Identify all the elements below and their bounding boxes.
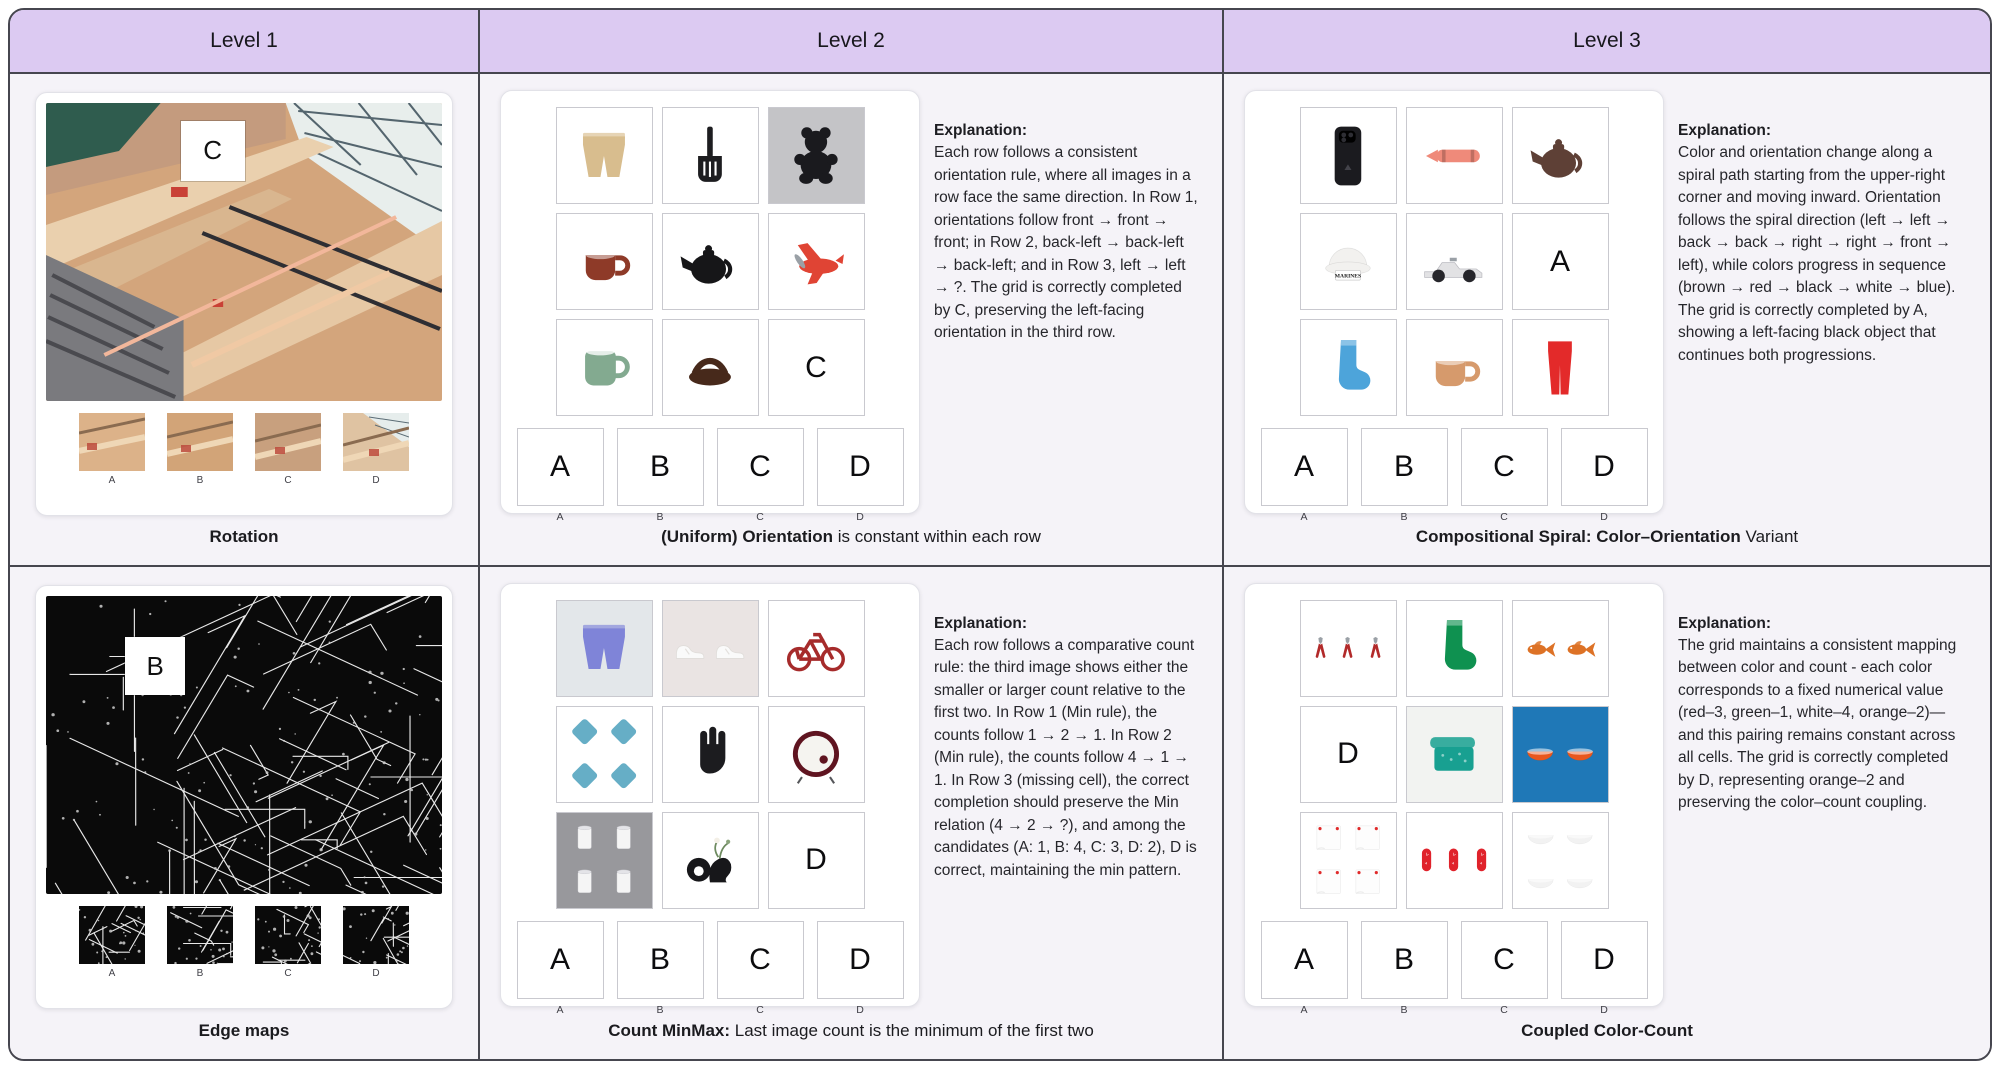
edge-option-thumbnail	[167, 906, 233, 964]
grid-item-red-clock-boards	[1406, 812, 1503, 909]
white-sticky-notes-icon	[1348, 862, 1387, 901]
grid-item-teal-box	[1406, 706, 1503, 803]
red-bass-drum-icon	[781, 719, 851, 789]
white-bowls-icon	[1521, 818, 1560, 857]
option-label: A	[1300, 511, 1308, 523]
white-sticky-notes-icon	[1309, 862, 1348, 901]
salmon-crayon-icon	[1419, 121, 1489, 191]
white-bowls-icon	[1560, 862, 1599, 901]
answer-option-B	[167, 413, 233, 486]
grid-item-black-glove	[662, 706, 759, 803]
coupled-card	[1244, 583, 1664, 1016]
green-mug-icon	[569, 333, 639, 403]
missing-cell-letter: C	[1493, 942, 1515, 976]
red-clock-boards-icon	[1413, 831, 1440, 889]
dark-red-cup-icon	[569, 227, 639, 297]
red-toy-plane-icon	[781, 227, 851, 297]
grid-item-red-bass-drum	[768, 706, 865, 803]
edge-map-rendering	[46, 596, 442, 894]
option-label: C	[284, 967, 292, 979]
spiral-explanation	[1678, 90, 1978, 367]
rotation-option-thumbnail	[167, 413, 233, 471]
missing-cell	[817, 921, 904, 999]
grid-item-brown-clay-teapot	[1512, 107, 1609, 204]
answer-option-D	[1561, 428, 1648, 523]
answer-option-D	[817, 921, 904, 1016]
answer-option-B	[617, 428, 704, 523]
caption-spiral-rest: Variant	[1740, 526, 1799, 546]
missing-cell-letter: D	[1593, 942, 1615, 976]
answer-option-B	[1361, 921, 1448, 1016]
grid-item-black-vase-with-flowers	[662, 812, 759, 909]
rotation-option-thumbnail	[255, 413, 321, 471]
caption-orientation-rest: is constant within each row	[833, 526, 1041, 546]
answer-option-B	[617, 921, 704, 1016]
missing-cell-letter: A	[549, 942, 570, 976]
option-label: D	[372, 967, 380, 979]
grid-item-red-pliers	[1300, 600, 1397, 697]
explanation-text: Each row follows a comparative count rule: the third image shows either the smaller or larger count relative to the first two. In Row 1 (Min rule), the counts follow 1 → 2 → 1. In Row 2 (Min rule), the counts follow 4 → 1 → 1. In Row 3 (missing cell), the correct completion should preserve the Min relation (4 → 2 → ?), and among the candidates (A: 1, B: 4, C: 3, D: 2), D is correct, maintaining the min pattern.	[934, 636, 1197, 879]
missing-cell-letter: B	[649, 942, 670, 976]
grid-item-red-pants	[1512, 319, 1609, 416]
answer-option-C	[255, 413, 321, 486]
explanation-text: Each row follows a consistent orientation rule, where all images in a row face the same direction. In Row 1, orientations follow front → front → front; in Row 2, back-left → back-left → back-left; and in Row 3, left → left → ?. The grid is correctly completed by C, preserving the left-facing orientation in the third row.	[934, 144, 1198, 342]
missing-cell	[1461, 428, 1548, 506]
caption-minmax-bold: Count MinMax:	[608, 1021, 731, 1040]
answer-option-A	[79, 413, 145, 486]
option-label: B	[196, 967, 204, 979]
grid-item-salmon-crayon	[1406, 107, 1503, 204]
answer-option-A	[517, 921, 604, 1016]
rotation-option-thumbnail	[343, 413, 409, 471]
missing-cell-letter: A	[549, 450, 570, 483]
grid-item-purple-shorts	[556, 600, 653, 697]
white-baby-shoes-icon	[710, 620, 750, 676]
header-level-3: Level 3	[1224, 10, 1990, 74]
missing-cell-letter: B	[1393, 942, 1414, 976]
answer-option-C	[717, 428, 804, 523]
white-cans-icon	[604, 862, 643, 901]
coupled-explanation	[1678, 583, 1978, 815]
missing-cell-letter: C	[749, 942, 771, 976]
teal-box-icon	[1419, 719, 1489, 789]
white-race-car-icon	[1419, 227, 1489, 297]
rotation-card	[35, 92, 453, 516]
white-cans-icon	[565, 818, 604, 857]
caption-rotation-bold: Rotation	[209, 526, 279, 546]
minmax-card	[500, 583, 920, 1016]
grid-item-black-phone-case	[1300, 107, 1397, 204]
orientation-explanation	[934, 90, 1210, 345]
edge-masked-patch	[125, 637, 185, 695]
white-bowls-icon	[1521, 862, 1560, 901]
panel-edge-maps	[10, 567, 480, 1060]
answer-option-C	[255, 906, 321, 979]
grid-item-tan-cup	[1406, 319, 1503, 416]
answer-option-D	[343, 906, 409, 979]
grid-item-brown-sandal	[662, 319, 759, 416]
answer-option-B	[167, 906, 233, 979]
grid-item-red-toy-plane	[768, 213, 865, 310]
grid-item-white-sticky-notes	[1300, 812, 1397, 909]
caption-edge	[10, 1021, 478, 1041]
edge-option-thumbnail	[343, 906, 409, 964]
missing-cell	[1561, 428, 1648, 506]
missing-cell	[1512, 213, 1609, 310]
minmax-explanation	[934, 583, 1210, 883]
caption-edge-bold: Edge maps	[198, 1021, 290, 1040]
white-bowls-icon	[1560, 818, 1599, 857]
missing-cell	[768, 812, 865, 909]
grid-item-blue-sock	[1300, 319, 1397, 416]
blue-pillows-icon	[565, 756, 604, 795]
option-label: C	[1500, 511, 1508, 523]
white-cans-icon	[604, 818, 643, 857]
option-label: B	[1400, 511, 1408, 523]
red-pliers-icon	[1307, 619, 1334, 677]
missing-cell-letter: C	[805, 350, 827, 384]
explanation-title: Explanation:	[934, 614, 1028, 632]
missing-cell-letter: D	[1593, 450, 1615, 483]
missing-cell	[1461, 921, 1548, 999]
answer-option-D	[817, 428, 904, 523]
missing-cell-letter: B	[1393, 450, 1414, 483]
edge-patch-letter: B	[146, 650, 164, 681]
missing-cell	[717, 428, 804, 506]
rotation-masked-patch	[181, 121, 245, 181]
blue-sock-icon	[1313, 333, 1383, 403]
answer-option-C	[717, 921, 804, 1016]
grid-item-blue-pillows	[556, 706, 653, 803]
option-label: D	[1600, 1003, 1608, 1016]
explanation-title: Explanation:	[1678, 122, 1772, 139]
orange-goldfish-icon	[1520, 620, 1560, 676]
panel-orientation	[480, 74, 1224, 567]
missing-cell	[617, 428, 704, 506]
panel-count-minmax	[480, 567, 1224, 1060]
missing-cell-letter: A	[1293, 450, 1314, 483]
rotation-option-thumbnail	[79, 413, 145, 471]
green-sock-icon	[1419, 613, 1489, 683]
panel-spiral	[1224, 74, 1990, 567]
panel-coupled-color-count	[1224, 567, 1990, 1060]
spiral-card	[1244, 90, 1664, 523]
missing-cell-letter: D	[805, 843, 827, 876]
missing-cell	[1300, 706, 1397, 803]
grid-item-white-cans	[556, 812, 653, 909]
purple-shorts-icon	[569, 613, 639, 683]
grid-item-green-mug	[556, 319, 653, 416]
answer-option-A	[79, 906, 145, 979]
grid-item-orange-goldfish	[1512, 600, 1609, 697]
missing-cell-letter: A	[1293, 942, 1314, 976]
option-label: D	[372, 475, 380, 486]
brown-sandal-icon	[675, 333, 745, 403]
missing-cell	[717, 921, 804, 999]
white-marines-cap-icon	[1313, 227, 1383, 297]
caption-coupled-bold: Coupled Color-Count	[1521, 1021, 1693, 1040]
blue-pillows-icon	[604, 712, 643, 751]
option-label: C	[756, 511, 764, 523]
grid-item-black-teddy-bear	[768, 107, 865, 204]
answer-option-C	[1461, 921, 1548, 1016]
missing-cell	[1361, 428, 1448, 506]
explanation-text: Color and orientation change along a spiral path starting from the upper-right corner and moving inward. Orientation follows the spiral direction (left → left → back → back → right → right → front → left), while colors progress in sequence (brown → red → black → white → blue). The grid is correctly completed by A, showing a left-facing black object that continues both progressions.	[1678, 144, 1956, 364]
option-label: B	[196, 475, 204, 486]
option-label: D	[856, 511, 864, 523]
caption-minmax	[480, 1021, 1222, 1041]
white-sticky-notes-icon	[1309, 818, 1348, 857]
orange-bowls-icon	[1560, 726, 1600, 782]
missing-cell	[1561, 921, 1648, 999]
panel-rotation	[10, 74, 480, 567]
caption-rotation	[10, 527, 478, 547]
missing-cell	[768, 319, 865, 416]
option-label: C	[284, 475, 292, 486]
missing-cell-letter: C	[1493, 450, 1515, 483]
missing-cell	[1261, 428, 1348, 506]
option-label: B	[656, 511, 664, 523]
header-level-2: Level 2	[480, 10, 1224, 74]
answer-option-A	[1261, 921, 1348, 1016]
edge-option-thumbnail	[255, 906, 321, 964]
grid-item-black-teapot	[662, 213, 759, 310]
missing-cell-letter: D	[1337, 737, 1359, 770]
answer-option-A	[1261, 428, 1348, 523]
black-teddy-bear-icon	[781, 121, 851, 191]
grid-item-white-bowls	[1512, 812, 1609, 909]
option-label: A	[556, 1003, 564, 1016]
blue-pillows-icon	[604, 756, 643, 795]
explanation-title: Explanation:	[934, 122, 1028, 139]
red-clock-boards-icon	[1468, 831, 1495, 889]
grid-item-red-mountain-bike	[768, 600, 865, 697]
grid-item-green-sock	[1406, 600, 1503, 697]
explanation-text: The grid maintains a consistent mapping between color and count - each color corresponds to a fixed numerical value (red–3, green–1, white–4, orange–2)—and this pairing remains constant across all cells. The grid is correctly completed by D, representing orange–2 and preserving the color–count coupling.	[1678, 636, 1957, 812]
edge-card	[35, 585, 453, 1009]
caption-minmax-rest: Last image count is the minimum of the first two	[730, 1021, 1094, 1040]
black-phone-case-icon	[1313, 121, 1383, 191]
missing-cell-letter: A	[1549, 244, 1570, 278]
option-label: D	[1600, 511, 1608, 523]
benchmark-levels-figure	[8, 8, 1992, 1061]
white-baby-shoes-icon	[670, 620, 710, 676]
blue-pillows-icon	[565, 712, 604, 751]
answer-option-D	[1561, 921, 1648, 1016]
option-label: A	[108, 475, 116, 486]
red-pants-icon	[1525, 333, 1595, 403]
red-pliers-icon	[1334, 619, 1361, 677]
missing-cell-letter: C	[749, 450, 771, 483]
orange-bowls-icon	[1520, 726, 1560, 782]
red-mountain-bike-icon	[781, 613, 851, 683]
missing-cell	[1261, 921, 1348, 999]
answer-option-A	[517, 428, 604, 523]
orientation-grid	[509, 107, 911, 416]
answer-option-C	[1461, 428, 1548, 523]
orange-goldfish-icon	[1560, 620, 1600, 676]
rotation-question-image	[46, 103, 442, 401]
rotation-answer-options	[46, 413, 442, 486]
option-label: B	[656, 1003, 664, 1016]
option-label: C	[756, 1003, 764, 1016]
missing-cell-letter: D	[849, 450, 871, 483]
missing-cell-letter: B	[649, 450, 670, 483]
caption-orientation-bold: (Uniform) Orientation	[661, 526, 833, 546]
spiral-answer-options	[1253, 428, 1655, 523]
caption-orientation	[480, 527, 1222, 547]
caption-spiral-bold: Compositional Spiral: Color–Orientation	[1415, 526, 1741, 546]
brown-clay-teapot-icon	[1525, 121, 1595, 191]
tan-cup-icon	[1419, 333, 1489, 403]
coupled-answer-options	[1253, 921, 1655, 1016]
answer-option-B	[1361, 428, 1448, 523]
option-label: D	[856, 1003, 864, 1016]
answer-option-D	[343, 413, 409, 486]
caption-coupled	[1224, 1021, 1990, 1041]
red-pliers-icon	[1362, 619, 1389, 677]
svg-text:MARINES: MARINES	[1334, 272, 1362, 279]
option-label: C	[1500, 1003, 1508, 1016]
grid-item-black-spatula	[662, 107, 759, 204]
option-label: A	[108, 967, 116, 979]
black-glove-icon	[675, 719, 745, 789]
rotation-patch-letter: C	[203, 135, 223, 166]
option-label: A	[1300, 1003, 1308, 1016]
khaki-shorts-icon	[569, 121, 639, 191]
caption-spiral	[1224, 527, 1990, 547]
spiral-grid	[1253, 107, 1655, 416]
orientation-card	[500, 90, 920, 523]
header-level-1: Level 1	[10, 10, 480, 74]
missing-cell	[517, 428, 604, 506]
missing-cell	[517, 921, 604, 999]
missing-cell	[617, 921, 704, 999]
minmax-grid	[509, 600, 911, 909]
coupled-grid	[1253, 600, 1655, 909]
grid-item-white-race-car	[1406, 213, 1503, 310]
orientation-answer-options	[509, 428, 911, 523]
white-cans-icon	[565, 862, 604, 901]
grid-item-dark-red-cup	[556, 213, 653, 310]
grid-item-white-baby-shoes	[662, 600, 759, 697]
missing-cell	[1361, 921, 1448, 999]
explanation-title: Explanation:	[1678, 614, 1772, 632]
edge-question-image	[46, 596, 442, 894]
white-sticky-notes-icon	[1348, 818, 1387, 857]
option-label: B	[1400, 1003, 1408, 1016]
grid-item-khaki-shorts	[556, 107, 653, 204]
grid-item-orange-bowls	[1512, 706, 1609, 803]
black-teapot-icon	[675, 227, 745, 297]
edge-option-thumbnail	[79, 906, 145, 964]
edge-answer-options	[46, 906, 442, 979]
black-spatula-icon	[675, 121, 745, 191]
missing-cell	[817, 428, 904, 506]
missing-cell-letter: D	[849, 942, 871, 976]
black-vase-with-flowers-icon	[675, 825, 745, 895]
minmax-answer-options	[509, 921, 911, 1016]
red-clock-boards-icon	[1440, 831, 1467, 889]
option-label: A	[556, 511, 564, 523]
grid-item-white-marines-cap	[1300, 213, 1397, 310]
